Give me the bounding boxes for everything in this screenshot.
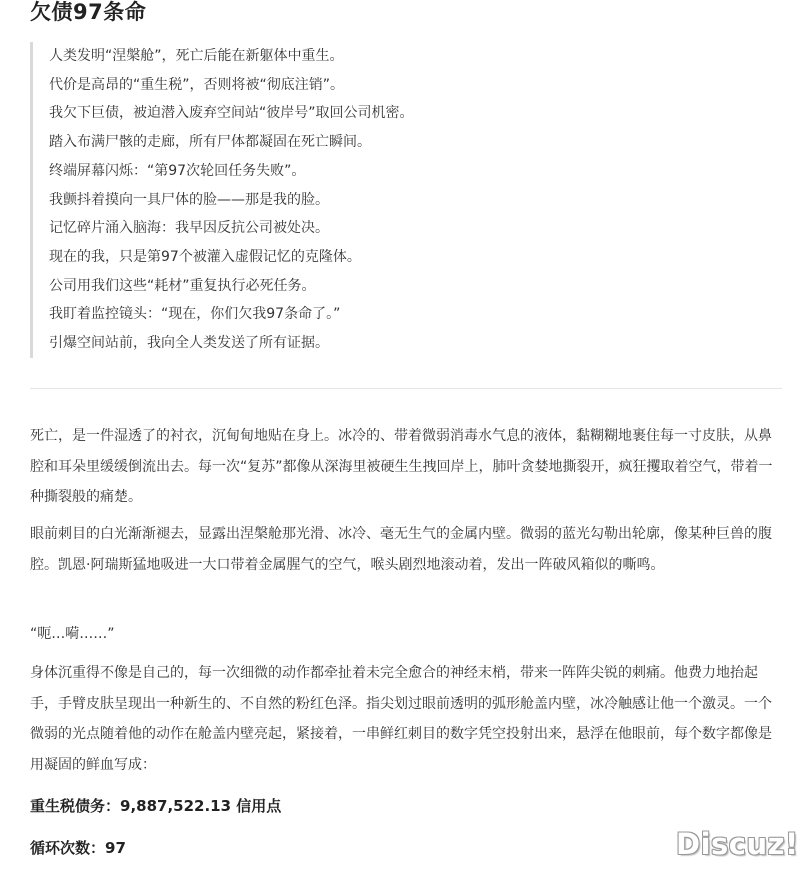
summary-line: 终端屏幕闪烁：“第97次轮回任务失败”。 — [49, 162, 306, 179]
body-paragraph: “呃…嗬……” — [30, 626, 115, 642]
body-paragraph: 死亡，是一件湿透了的衬衣，沉甸甸地贴在身上。冰冷的、带着微弱消毒水气息的液体，黏糊糊地裹住每一寸皮肤，从鼻腔和耳朵里缓缓倒流出去。每一次“复苏”都像从深海里被硬生生拽回岸上，肺叶贪婪地撕裂开，疯狂攫取着空气，带着一种撕裂般的痛楚。 — [30, 428, 773, 506]
summary-line: 代价是高昂的“重生税”，否则将被“彻底注销”。 — [49, 76, 345, 93]
summary-line: 现在的我，只是第97个被灌入虚假记忆的克隆体。 — [49, 248, 361, 265]
body-paragraph: 身体沉重得不像是自己的，每一次细微的动作都牵扯着未完全愈合的神经末梢，带来一阵阵尖锐的刺痛。他费力地抬起手，手臂皮肤呈现出一种新生的、不自然的粉红色泽。指尖划过眼前透明的弧形舱盖内壁，冰冷触感让他一个激灵。一个微弱的光点随着他的动作在舱盖内壁亮起，紧接着，一串鲜红刺目的数字凭空投射出来，悬浮在他眼前，每个数字都像是用凝固的鲜血写成： — [30, 665, 772, 774]
summary-line: 我颤抖着摸向一具尸体的脸——那是我的脸。 — [49, 191, 329, 208]
cycle-count: 循环次数：97 — [30, 839, 126, 857]
summary-line: 人类发明“涅槃舱”，死亡后能在新躯体中重生。 — [49, 48, 344, 64]
summary-line: 记忆碎片涌入脑海：我早因反抗公司被处决。 — [49, 220, 329, 237]
discuz-watermark: Discuz! — [676, 827, 799, 861]
section-divider — [30, 388, 782, 389]
summary-blockquote — [30, 42, 789, 358]
body-paragraph: 眼前刺目的白光渐渐褪去，显露出涅槃舱那光滑、冰冷、毫无生气的金属内壁。微弱的蓝光勾勒出轮廓，像某种巨兽的腹腔。凯恩·阿瑞斯猛地吸进一大口带着金属腥气的空气，喉头剧烈地滚动着，发出一阵破风箱似的嘶鸣。 — [30, 526, 772, 573]
summary-line: 我欠下巨债，被迫潜入废弃空间站“彼岸号”取回公司机密。 — [49, 105, 414, 122]
summary-line: 我盯着监控镜头：“现在，你们欠我97条命了。” — [49, 306, 341, 323]
summary-line: 公司用我们这些“耗材”重复执行必死任务。 — [49, 277, 316, 294]
rebirth-tax-debt: 重生税债务：9,887,522.13 信用点 — [30, 797, 282, 815]
summary-line: 引爆空间站前，我向全人类发送了所有证据。 — [49, 335, 329, 352]
summary-line: 踏入布满尸骸的走廊，所有尸体都凝固在死亡瞬间。 — [49, 134, 371, 151]
article-title: 欠债97条命 — [30, 0, 147, 24]
